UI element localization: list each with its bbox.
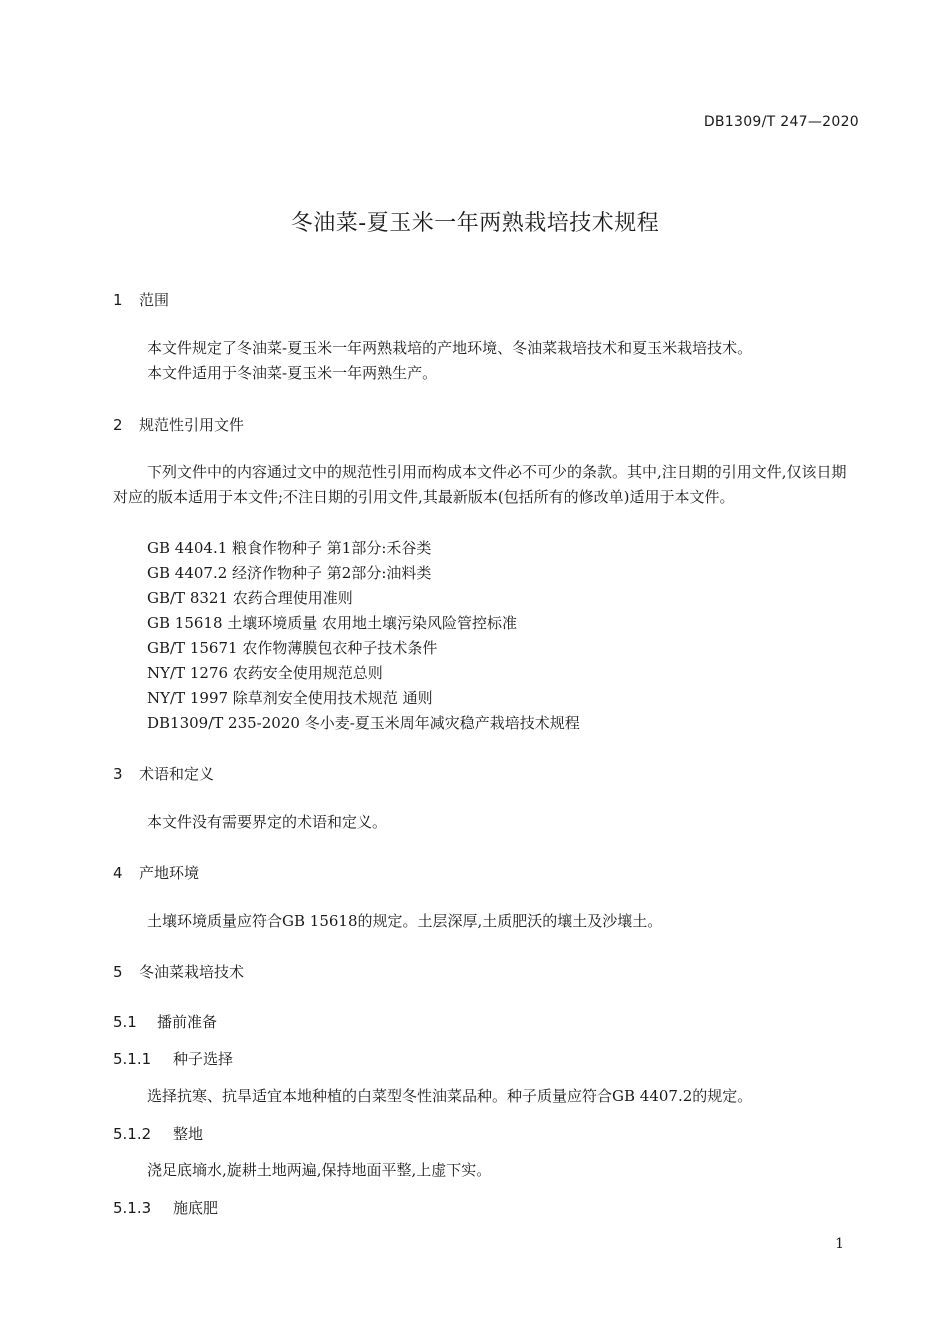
- document-code: DB1309/T 247—2020: [703, 114, 859, 130]
- section-number: 5.1.2: [113, 1125, 152, 1143]
- section-number: 4: [113, 864, 123, 882]
- section-title: 规范性引用文件: [139, 416, 245, 434]
- section-title: 术语和定义: [139, 765, 215, 783]
- subsection-heading-5-1-3: [113, 1197, 218, 1218]
- section-heading-2: [113, 414, 244, 435]
- reference-item: DB1309/T 235-2020 冬小麦-夏玉米周年减灾稳产栽培技术规程: [147, 714, 580, 732]
- paragraph: 下列文件中的内容通过文中的规范性引用而构成本文件必不可少的条款。其中,注日期的引用文件,仅该日期对应的版本适用于本文件;不注日期的引用文件,其最新版本(包括所有的修改单)适用于本文件。: [113, 463, 847, 506]
- subsection-heading-5-1: [113, 1011, 217, 1032]
- paragraph: 选择抗寒、抗旱适宜本地种植的白菜型冬性油菜品种。种子质量应符合GB 4407.2的规定。: [147, 1087, 753, 1105]
- subsection-heading-5-1-2: [113, 1123, 203, 1144]
- section-number: 2: [113, 416, 123, 434]
- section-title: 冬油菜栽培技术: [139, 963, 245, 981]
- section-heading-4: [113, 862, 199, 883]
- section-number: 5: [113, 963, 123, 981]
- reference-item: NY/T 1997 除草剂安全使用技术规范 通则: [147, 689, 433, 707]
- section-title: 播前准备: [157, 1013, 218, 1031]
- section-number: 5.1: [113, 1013, 137, 1031]
- reference-item: GB 4407.2 经济作物种子 第2部分:油料类: [147, 564, 432, 582]
- reference-item: GB/T 15671 农作物薄膜包衣种子技术条件: [147, 639, 438, 657]
- reference-item: GB/T 8321 农药合理使用准则: [147, 589, 353, 607]
- paragraph: 浇足底墒水,旋耕土地两遍,保持地面平整,上虚下实。: [147, 1161, 492, 1179]
- section-title: 施底肥: [173, 1199, 219, 1217]
- reference-item: GB 15618 土壤环境质量 农用地土壤污染风险管控标准: [147, 614, 518, 632]
- subsection-heading-5-1-1: [113, 1048, 233, 1069]
- section-number: 5.1.3: [113, 1199, 152, 1217]
- section-number: 3: [113, 765, 123, 783]
- section-heading-3: [113, 763, 214, 784]
- paragraph: 土壤环境质量应符合GB 15618的规定。土层深厚,土质肥沃的壤土及沙壤土。: [147, 912, 663, 930]
- paragraph: 本文件规定了冬油菜-夏玉米一年两熟栽培的产地环境、冬油菜栽培技术和夏玉米栽培技术。: [147, 339, 753, 357]
- reference-item: GB 4404.1 粮食作物种子 第1部分:禾谷类: [147, 539, 432, 557]
- page-number: 1: [835, 1236, 844, 1252]
- section-title: 整地: [173, 1125, 204, 1143]
- section-title: 种子选择: [173, 1050, 234, 1068]
- paragraph: 本文件适用于冬油菜-夏玉米一年两熟生产。: [147, 364, 438, 382]
- section-heading-5: [113, 961, 244, 982]
- section-heading-1: [113, 289, 169, 310]
- section-title: 范围: [139, 291, 170, 309]
- section-number: 1: [113, 291, 123, 309]
- section-title: 产地环境: [139, 864, 200, 882]
- paragraph: 本文件没有需要界定的术语和定义。: [147, 813, 388, 831]
- section-number: 5.1.1: [113, 1050, 152, 1068]
- document-title: 冬油菜-夏玉米一年两熟栽培技术规程: [290, 211, 660, 236]
- reference-item: NY/T 1276 农药安全使用规范总则: [147, 664, 383, 682]
